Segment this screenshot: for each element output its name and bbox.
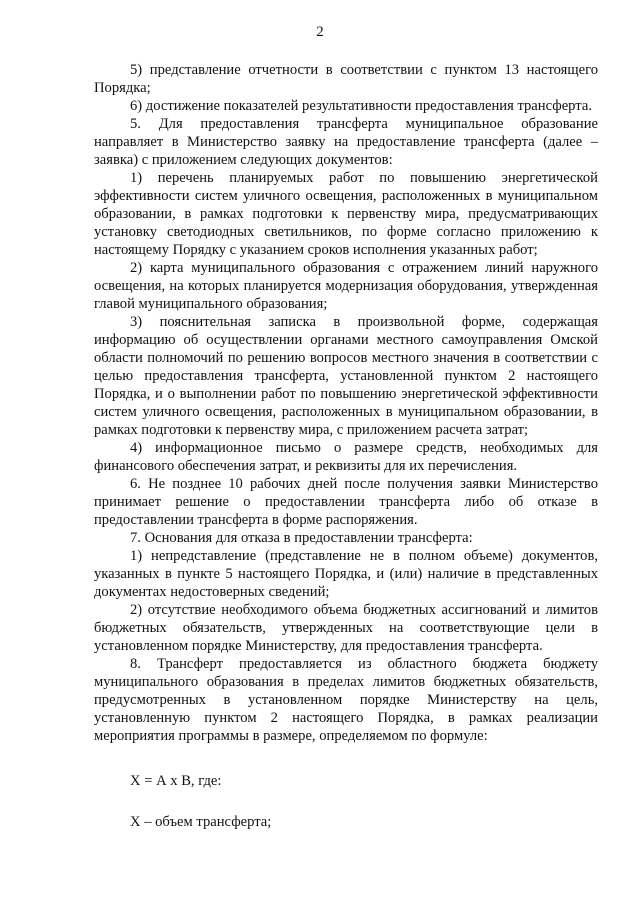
paragraph-item-5-reporting: 5) представление отчетности в соответствии с пунктом 13 настоящего Порядка;: [94, 62, 598, 96]
document-body: [94, 61, 598, 831]
paragraph-item-6-indicators: 6) достижение показателей результативности предоставления трансферта.: [130, 98, 592, 114]
formula: Х = А х В, где:: [130, 773, 222, 789]
paragraph-section-5: 5. Для предоставления трансферта муниципальное образование направляет в Министерство заявку на предоставление трансферта (далее – заявка) с приложением следующих документов:: [94, 116, 598, 168]
paragraph-doc-1-work-list: 1) перечень планируемых работ по повышению энергетической эффективности систем уличного освещения, расположенных в муниципальном образовании, в рамках подготовки к первенству мира, предусматривающих установку светодиодных светильников, по форме согласно приложению к настоящему Порядку с указанием сроков исполнения указанных работ;: [94, 170, 598, 258]
paragraph-section-7: 7. Основания для отказа в предоставлении трансферта:: [130, 530, 473, 546]
formula-definition: Х – объем трансферта;: [130, 814, 272, 830]
paragraph-section-6: 6. Не позднее 10 рабочих дней после получения заявки Министерство принимает решение о предоставлении трансферта либо об отказе в предоставлении трансферта в форме распоряжения.: [94, 476, 598, 528]
paragraph-doc-4-information-letter: 4) информационное письмо о размере средств, необходимых для финансового обеспечения затрат, и реквизиты для их перечисления.: [94, 440, 598, 474]
paragraph-doc-2-map: 2) карта муниципального образования с отражением линий наружного освещения, на которых планируется модернизация оборудования, утвержденная главой муниципального образования;: [94, 260, 598, 312]
paragraph-refusal-1: 1) непредставление (представление не в полном объеме) документов, указанных в пункте 5 настоящего Порядка, и (или) наличие в представленных документах недостоверных сведений;: [94, 548, 598, 600]
page-number: 2: [316, 24, 324, 40]
paragraph-section-8: 8. Трансферт предоставляется из областного бюджета бюджету муниципального образования в пределах лимитов бюджетных обязательств, предусмотренных в установленном порядке Министерству на цель, установленную пунктом 2 настоящего Порядка, в рамках реализации мероприятия программы в размере, определяемом по формуле:: [94, 656, 598, 744]
paragraph-doc-3-explanatory-note: 3) пояснительная записка в произвольной форме, содержащая информацию об осуществлении органами местного самоуправления Омской области полномочий по решению вопросов местного значения в соответствии с целью предоставления трансферта, установленной пунктом 2 настоящего Порядка, и о выполнении работ по повышению энергетической эффективности систем уличного освещения, расположенных в муниципальном образовании, в рамках подготовки к первенству мира, с приложением расчета затрат;: [94, 314, 598, 438]
paragraph-refusal-2: 2) отсутствие необходимого объема бюджетных ассигнований и лимитов бюджетных обязательств, утвержденных на соответствующие цели в установленном порядке Министерству, для предоставления трансферта.: [94, 602, 598, 654]
